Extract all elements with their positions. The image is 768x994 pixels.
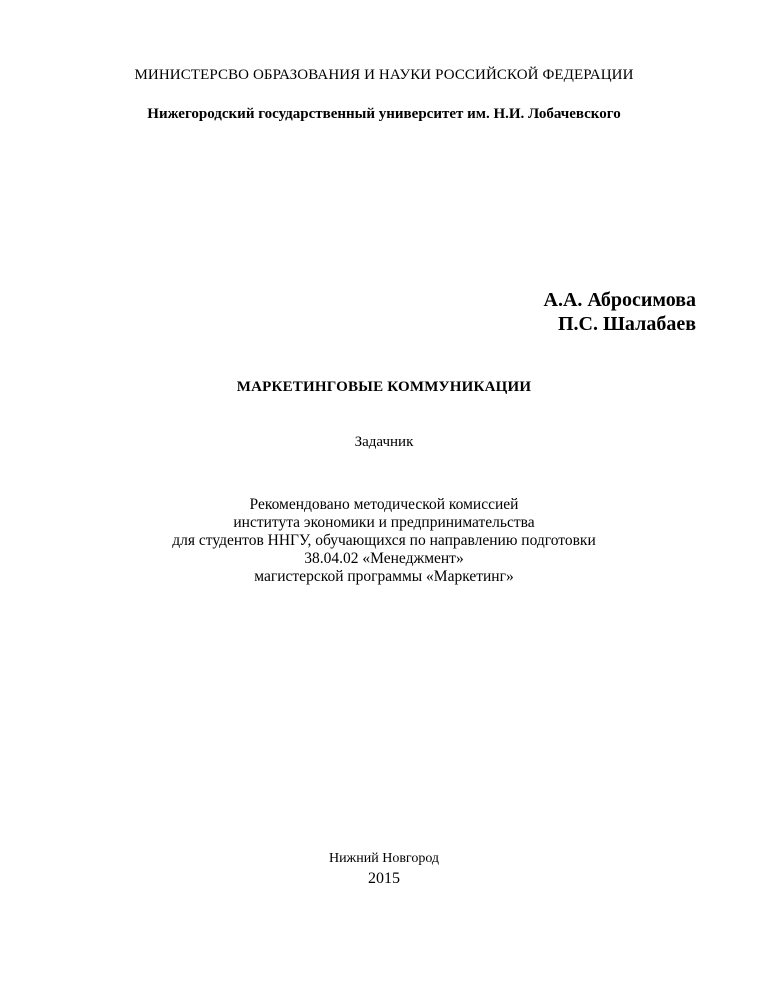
publication-city: Нижний Новгород [328, 851, 440, 866]
recommendation-line: Рекомендовано методической комиссией [249, 496, 519, 513]
document-subtitle: Задачник [354, 434, 414, 450]
authors-block [544, 288, 697, 336]
recommendation-line: 38.04.02 «Менеджмент» [304, 550, 464, 567]
recommendation-line: для студентов ННГУ, обучающихся по направлению подготовки [172, 532, 596, 549]
recommendation-line: магистерской программы «Маркетинг» [254, 568, 514, 585]
author-name: А.А. Абросимова [543, 289, 696, 311]
ministry-heading: МИНИСТЕРСВО ОБРАЗОВАНИЯ И НАУКИ РОССИЙСКОЙ ФЕДЕРАЦИИ [134, 67, 634, 83]
document-title: МАРКЕТИНГОВЫЕ КОММУНИКАЦИИ [236, 379, 532, 395]
university-name: Нижегородский государственный университет им. Н.И. Лобачевского [147, 106, 621, 122]
recommendation-block [0, 496, 768, 586]
recommendation-line: института экономики и предпринимательства [233, 514, 535, 531]
publication-year: 2015 [368, 870, 400, 887]
author-name: П.С. Шалабаев [557, 313, 696, 335]
